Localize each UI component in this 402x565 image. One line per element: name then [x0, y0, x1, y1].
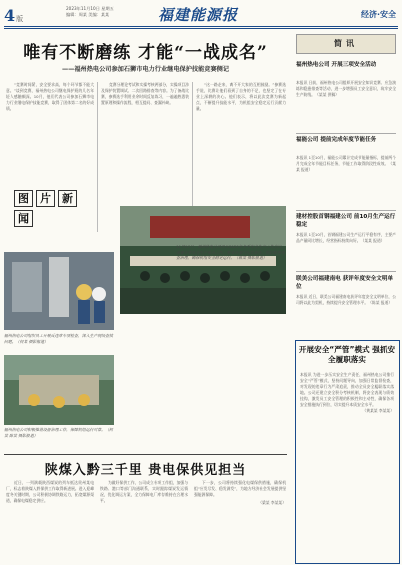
- issue-meta: [66, 6, 114, 18]
- section-rule: [4, 454, 287, 455]
- column-divider: [97, 82, 98, 232]
- equipment-photo-image: [4, 355, 114, 425]
- caption-main-text: 11月17日，福州热电公司召开2023年冬季安全生产工作会议，部署冬季安全生产重点工作，要求各部门压实责任，抓好隐患排查治理，确保机组安全稳定运行。: [176, 244, 286, 261]
- caption-b: [4, 333, 116, 344]
- story2-headline: 陕煤入黔三千里 贵电保供见担当: [44, 463, 247, 478]
- story2-column-1: [6, 480, 94, 562]
- equipment-photo: [4, 355, 114, 425]
- brief-divider: [296, 133, 396, 134]
- brief-headline-4: 联美公司福建南电 获评年度安全文明单位: [296, 276, 394, 290]
- story2-paragraph-1: 近日，一列满载陕西煤炭的列车抵达贵州某电厂，标志着陕煤入黔保供工作取得新进展。进入迎峰度冬关键时期，公司积极协调铁路运力，拓宽煤源渠道，确保电煤稳定供应。: [6, 480, 94, 504]
- brief-text-1: 本报讯 日前，福州热电公司组织开展安全知识竞赛、应急演练和隐患排查等活动，进一步增强员工安全意识，筑牢安全生产防线。（某某 供稿）: [296, 80, 396, 97]
- caption-main: [176, 244, 286, 261]
- inspection-photo-image: [4, 252, 114, 330]
- main-subhead: ——福州热电公司参加石狮市电力行业继电保护技能竞赛侧记: [61, 66, 230, 73]
- caption-b-text: 福州热电公司组织员工开展反违章专项检查，深入生产现场查找问题。: [4, 333, 113, 344]
- section-title: 经济·安全: [360, 10, 396, 19]
- main-paragraph-3: “这一路走来，离不开大家的互相鼓励。”参赛选手说，比赛让他们看到了自身的不足，也坚定了在专业上深耕的决心。他们表示，将以此次竞赛为新起点，不断提升技能水平，为机组安全稳定运行贡献力量。: [196, 82, 286, 112]
- caption-c-credit: （何某 陈某 摄影报道）: [4, 427, 113, 438]
- story2-column-3: [194, 480, 286, 562]
- brief-text-4: 本报讯 近日，联美公司福建南电获评年度安全文明单位，公司将以此为契机，持续提升安全管理水平。（陈某 报道）: [296, 294, 396, 305]
- title-char: 闻: [14, 210, 33, 227]
- issue-date: 2023年11月10日 星期五: [66, 6, 114, 11]
- masthead: 福建能源报: [158, 6, 239, 24]
- page-header: [0, 0, 402, 28]
- header-rule: [4, 26, 398, 27]
- caption-c: [4, 427, 116, 438]
- boxed-text: [300, 372, 394, 550]
- issue-editors: 编辑：周某 美编：某某: [66, 12, 110, 17]
- story2-paragraph-3: 下一步，公司将持续强化电煤保供措施，确保机组“应发尽发、稳发满发”，为地方经济社会发展提供坚强能源保障。: [194, 480, 286, 498]
- story2-paragraph-2: 为做好保供工作，公司成立专项工作组，加强与铁路、港口等部门沟通联系，实时跟踪煤炭发运情况，优化调运方案，全力保障电厂库存维持在合理水平。: [100, 480, 188, 504]
- brief-tag: 简讯: [296, 34, 396, 54]
- boxed-credit: （黄某某 李某某）: [362, 408, 394, 413]
- title-char: 图: [14, 190, 33, 207]
- brief-headline-2: 福能公司 提前完成年度节能任务: [296, 137, 377, 143]
- boxed-headline: 开展安全“严管”模式 强抓安全履职落实: [298, 345, 396, 364]
- inspection-photo: [4, 252, 114, 330]
- brief-text-2: 本报讯 1至10月，福能公司累计完成节能量指标，提前两个月完成全年节能目标任务，节能工作取得阶段性成效。（某某 报道）: [296, 155, 396, 172]
- title-char: 片: [36, 190, 55, 207]
- main-paragraph-1: “竞赛时间紧，安全要求高，每个环节都不能大意。”谈到竞赛，福州热电公司继电保护班的几名年轻人感触颇深。10月，他们代表公司参加石狮市电力行业继电保护技能竞赛，取得了团体第二名的好成绩。: [6, 82, 94, 112]
- caption-c-text: 福州热电公司积极推进设备治理工作，保障机组运行可靠。: [4, 427, 106, 432]
- caption-b-credit: （何某 摄影报道）: [15, 338, 49, 344]
- page-number: 4版: [4, 6, 24, 25]
- header-rule-thin: [4, 28, 398, 29]
- brief-divider: [296, 210, 396, 211]
- story2-column-2: [100, 480, 188, 562]
- main-paragraph-2: 竞赛分理论考试和实操考核两部分，实操项目涉及保护装置调试、二次回路排查等内容。为了备战比赛，参赛选手利用业余时间反复练习，一遍遍熟悉装置原理和操作流程，相互提问、查漏补缺。: [101, 82, 189, 106]
- main-headline: 唯有不断磨练 才能“一战成名”: [23, 43, 268, 63]
- caption-main-credit: （蒋某 摄影报道）: [234, 255, 267, 261]
- brief-headline-3: 建材控股首钢福建公司 前10月生产运行稳定: [296, 214, 396, 228]
- boxed-body: 本报讯 为进一步压实安全生产责任，福州热电公司推行安全“严管”模式，坚持问题导向，加强日常监督检查，对发现的违章行为严肃追责，推动全员安全履职落实落地。公司还建立安全积分考核机制，将安全表现与绩效挂钩，激发员工安全管理的积极性和主动性，确保各项安全措施执行到位，切实提升本质安全水平。: [300, 372, 394, 407]
- brief-headline-1: 福州热电公司 开展三项安全活动: [296, 62, 377, 68]
- story2-credit: （梁某 李某某）: [258, 500, 286, 506]
- main-column-1: [6, 82, 94, 182]
- photo-news-title: [14, 187, 98, 225]
- brief-divider: [296, 271, 396, 272]
- brief-text-3: 本报讯 1至10月，首钢福建公司生产运行平稳有序，主要产品产量同比增长，经营指标持续向好。（某某 报道）: [296, 232, 396, 243]
- title-char: 新: [58, 190, 77, 207]
